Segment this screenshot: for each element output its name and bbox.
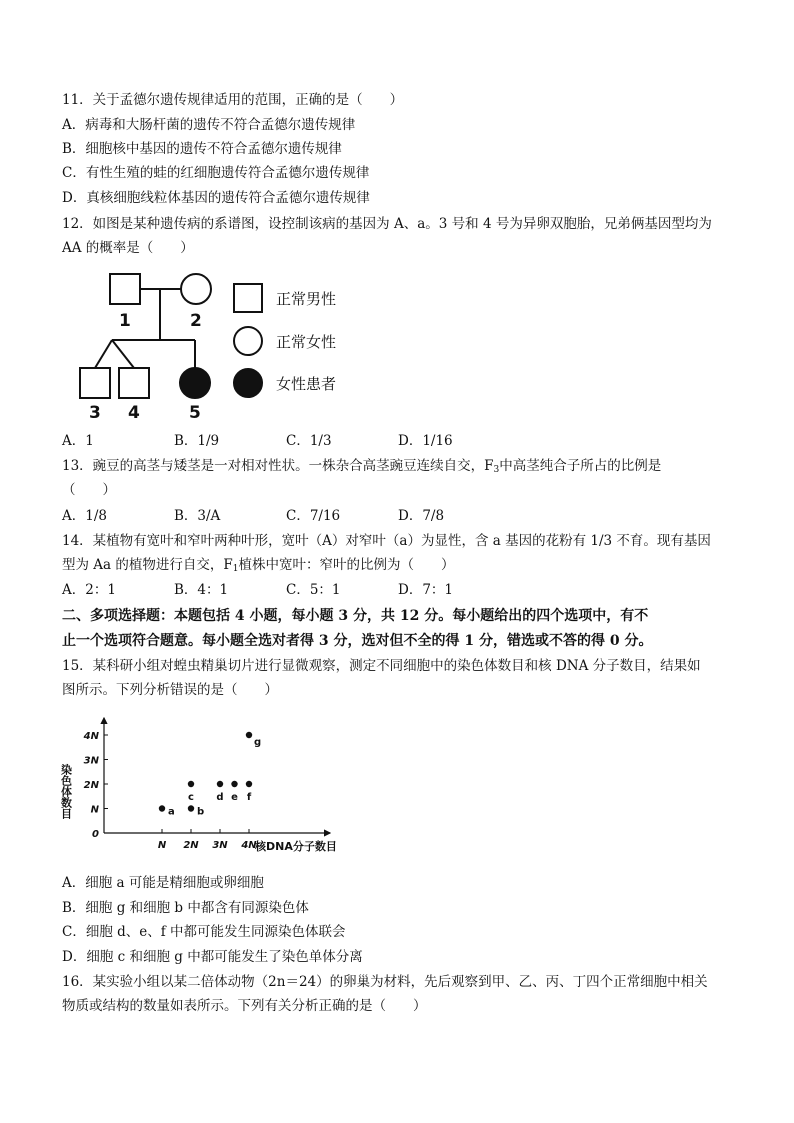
pedigree-label-2: 2 <box>190 311 202 331</box>
legend-male-icon <box>234 284 262 312</box>
chart-point-c <box>188 781 194 787</box>
q13-option-c: C．7/16 <box>286 508 341 524</box>
chart-point-d <box>217 781 223 787</box>
q15-option-c: C．细胞 d、e、f 中都可能发生同源染色体联会 <box>62 924 346 940</box>
q11-stem: 11．关于孟德尔遗传规律适用的范围，正确的是（ ） <box>62 92 404 108</box>
pedigree-female-2 <box>181 274 211 304</box>
q15-option-b: B．细胞 g 和细胞 b 中都含有同源染色体 <box>62 900 309 916</box>
pedigree-label-5: 5 <box>189 403 201 423</box>
chart-point-e <box>231 781 237 787</box>
legend-affected-label: 女性患者 <box>276 375 337 393</box>
chart-y-tick-label: N <box>90 804 99 816</box>
pedigree-male-1 <box>110 274 140 304</box>
q13-stem-line1: 13．豌豆的高茎与矮茎是一对相对性状。一株杂合高茎豌豆连续自交，$F_3$中高茎纯合子所占的比例是 <box>62 458 662 475</box>
legend-male-label: 正常男性 <box>276 290 337 308</box>
chart-y-tick-label: 4N <box>83 731 99 742</box>
q15-stem-line2: 图所示。下列分析错误的是（ ） <box>62 682 278 698</box>
chart-point-g <box>246 732 252 738</box>
q12-stem-line2: AA 的概率是（ ） <box>62 240 194 256</box>
q12-stem-line1: 12．如图是某种遗传病的系谱图，设控制该病的基因为 A、a。3 号和 4 号为异卵双胞胎，兄弟俩基因型均为 <box>62 216 712 232</box>
chart-point-b <box>188 805 194 811</box>
q16-stem-line1: 16．某实验小组以某二倍体动物（2n＝24）的卵巢为材料，先后观察到甲、乙、丙、丁四个正常细胞中相关 <box>62 974 708 990</box>
chart-point-label-a: a <box>168 806 175 818</box>
section2-heading-line2: 止一个选项符合题意。每小题全选对者得 3 分，选对但不全的得 1 分，错选或不答的得 0 分。 <box>62 633 653 649</box>
chart-y-axis-title: 染色体数目 <box>59 764 73 819</box>
q11-option-a: A．病毒和大肠杆菌的遗传不符合孟德尔遗传规律 <box>62 117 356 133</box>
pedigree-label-1: 1 <box>119 311 131 331</box>
chart-point-label-e: e <box>231 792 238 803</box>
pedigree-diagram <box>70 268 370 423</box>
q12-option-c: C．1/3 <box>286 433 332 449</box>
chromosome-dna-scatter-chart <box>59 712 352 864</box>
q12-option-a: A．1 <box>62 433 94 449</box>
pedigree-male-4 <box>119 368 149 398</box>
chart-x-tick-label: 2N <box>183 840 199 851</box>
q14-option-c: C．5：1 <box>286 582 341 598</box>
q11-option-c: C．有性生殖的蛙的红细胞遗传符合孟德尔遗传规律 <box>62 165 370 181</box>
pedigree-label-4: 4 <box>128 403 140 423</box>
pedigree-male-3 <box>80 368 110 398</box>
chart-point-f <box>246 781 252 787</box>
q13-stem-line2: （ ） <box>62 482 116 498</box>
q14-option-d: D．7：1 <box>398 582 454 598</box>
q15-option-d: D．细胞 c 和细胞 g 中都可能发生了染色单体分离 <box>62 949 363 965</box>
pedigree-label-3: 3 <box>89 403 101 423</box>
chart-point-a <box>159 805 165 811</box>
q12-option-d: D．1/16 <box>398 433 453 449</box>
q11-option-d: D．真核细胞线粒体基因的遗传符合孟德尔遗传规律 <box>62 190 370 206</box>
chart-y-tick-label: 0 <box>92 829 99 840</box>
chart-y-tick-label: 2N <box>83 780 99 791</box>
q13-option-d: D．7/8 <box>398 508 445 524</box>
chart-point-label-b: b <box>197 806 205 818</box>
chart-point-label-c: c <box>188 792 194 803</box>
section2-heading-line1: 二、多项选择题：本题包括 4 小题，每小题 3 分，共 12 分。每小题给出的四个选项中，有不 <box>62 608 649 624</box>
q12-option-b: B．1/9 <box>174 433 220 449</box>
chart-point-label-d: d <box>216 792 224 803</box>
chart-point-label-g: g <box>254 737 262 748</box>
legend-female-icon <box>234 327 262 355</box>
legend-female-label: 正常女性 <box>276 333 337 351</box>
chart-point-label-f: f <box>246 792 252 803</box>
pedigree-female-5 <box>180 368 210 398</box>
chart-x-tick-label: 4N <box>241 840 257 851</box>
q14-option-a: A．2：1 <box>62 582 116 598</box>
chart-x-tick-label: 3N <box>212 840 228 851</box>
q14-option-b: B．4：1 <box>174 582 229 598</box>
chart-x-axis-title: 核DNA分子数目 <box>255 840 337 853</box>
q15-stem-line1: 15．某科研小组对蝗虫精巢切片进行显微观察，测定不同细胞中的染色体数目和核 DNA 分子数目，结果如 <box>62 658 701 674</box>
q13-option-a: A．1/8 <box>62 508 107 524</box>
q15-option-a: A．细胞 a 可能是精细胞或卵细胞 <box>62 875 264 891</box>
chart-x-tick-label: N <box>157 840 167 851</box>
q14-stem-line1: 14．某植物有宽叶和窄叶两种叶形，宽叶（A）对窄叶（a）为显性，含 a 基因的花粉有 1/3 不育。现有基因 <box>62 533 711 549</box>
q11-option-b: B．细胞核中基因的遗传不符合孟德尔遗传规律 <box>62 141 342 157</box>
q16-stem-line2: 物质或结构的数量如表所示。下列有关分析正确的是（ ） <box>62 998 427 1014</box>
chart-y-tick-label: 3N <box>83 755 99 767</box>
legend-affected-female-icon <box>234 369 262 397</box>
q14-stem-line2: 型为 Aa 的植物进行自交，$F_1$植株中宽叶：窄叶的比例为（ ） <box>62 557 455 574</box>
q13-option-b: B．3/A <box>174 508 221 524</box>
